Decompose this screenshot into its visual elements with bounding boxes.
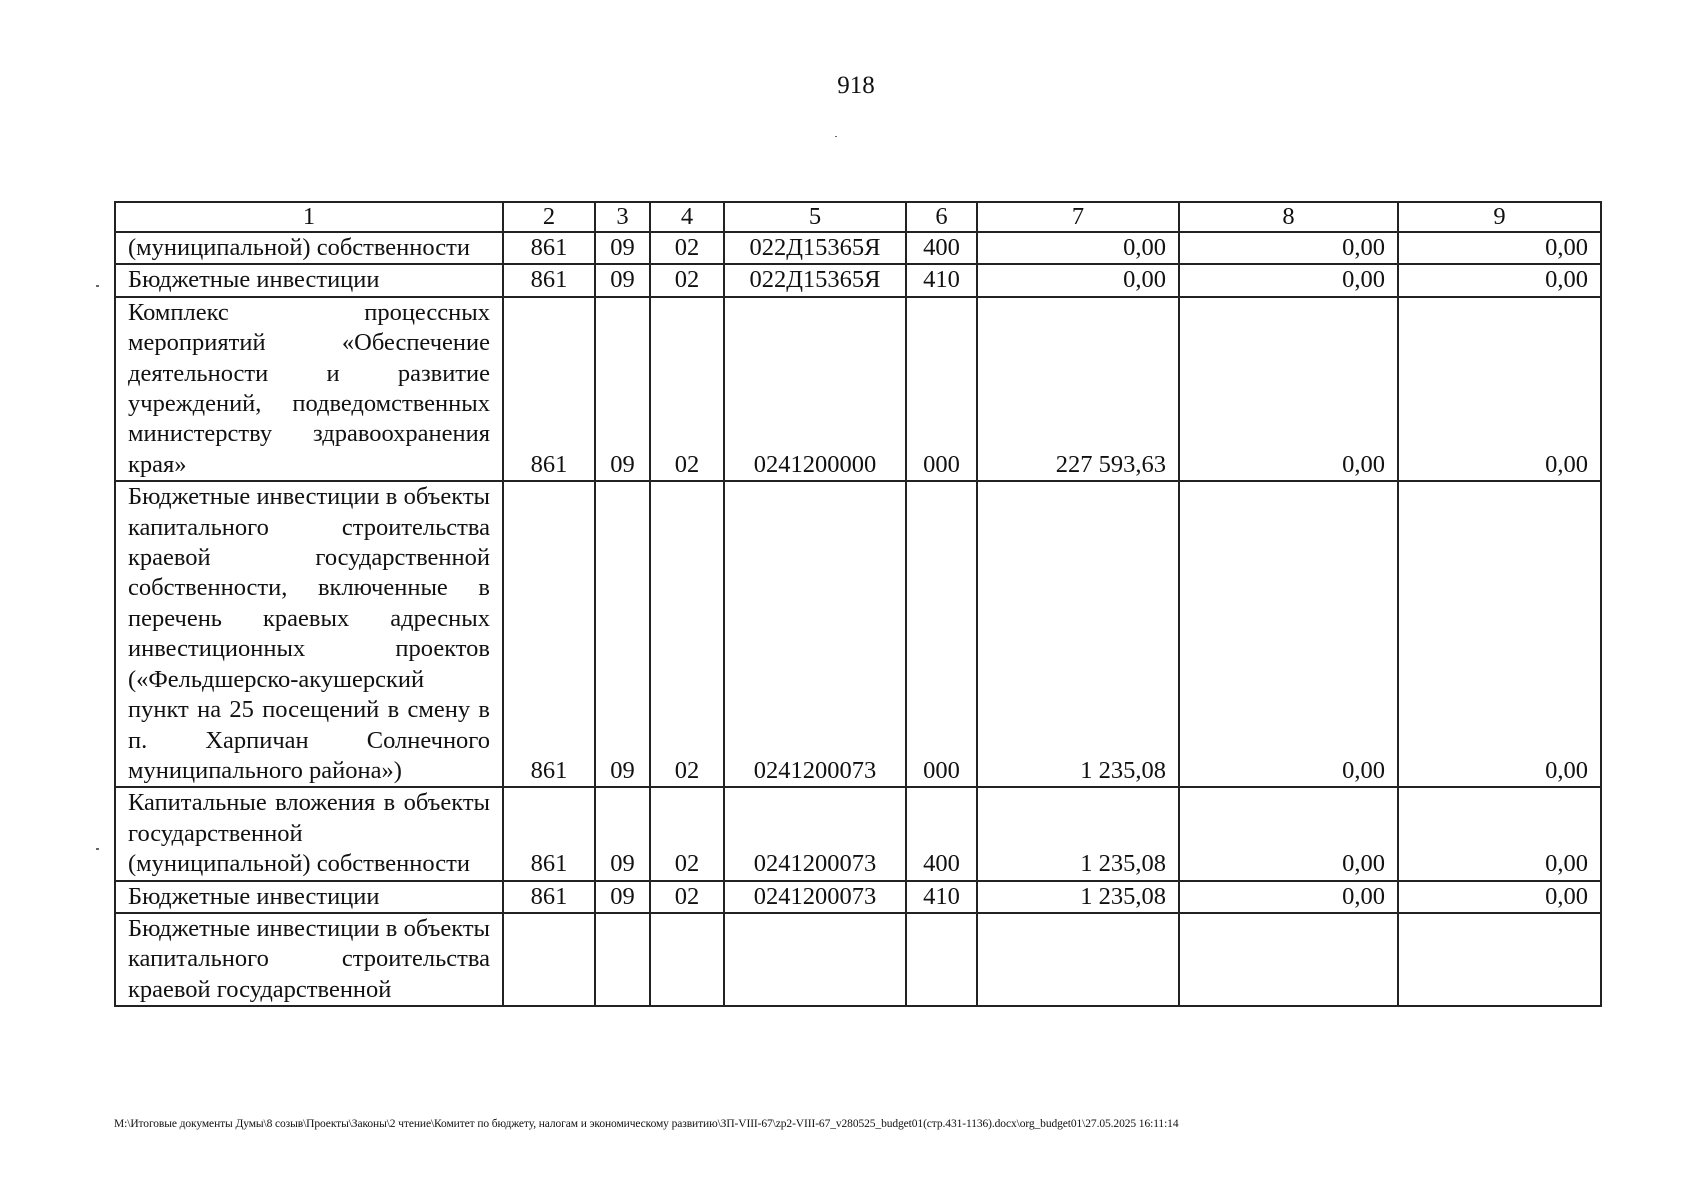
amount-col7-cell: 227 593,63: [977, 297, 1179, 481]
header-cell: 5: [724, 202, 906, 232]
row-name-cell: (муниципальной) собственности: [115, 232, 503, 264]
target-article-cell: 0241200000: [724, 297, 906, 481]
table-row: [115, 264, 1601, 296]
subsection-code-cell: 02: [650, 232, 724, 264]
amount-col9-cell: 0,00: [1398, 264, 1601, 296]
table-row: [115, 787, 1601, 880]
target-article-cell: 022Д15365Я: [724, 232, 906, 264]
section-code-cell: 09: [595, 297, 650, 481]
document-file-path: M:\Итоговые документы Думы\8 созыв\Проекты\Законы\2 чтение\Комитет по бюджету, налогам и экономическому развитию\ЗП-VIII-67\zp2-VIII-67_v280525_budget01(стр.431-1136).docx\org_budget01\27.05.2025 16:11:14: [114, 1118, 1179, 1130]
target-article-cell: [724, 913, 906, 1006]
expense-type-cell: [906, 913, 977, 1006]
subsection-code-cell: 02: [650, 881, 724, 913]
header-cell: 7: [977, 202, 1179, 232]
section-code-cell: 09: [595, 232, 650, 264]
header-cell: 9: [1398, 202, 1601, 232]
row-name-cell: Бюджетные инвестиции: [115, 264, 503, 296]
subsection-code-cell: 02: [650, 787, 724, 880]
expense-type-cell: 400: [906, 787, 977, 880]
amount-col9-cell: 0,00: [1398, 881, 1601, 913]
ministry-code-cell: 861: [503, 297, 595, 481]
budget-table: [114, 201, 1602, 1007]
expense-type-cell: 410: [906, 264, 977, 296]
expense-type-cell: 000: [906, 297, 977, 481]
expense-type-cell: 000: [906, 481, 977, 787]
section-code-cell: 09: [595, 264, 650, 296]
expense-type-cell: 400: [906, 232, 977, 264]
amount-col8-cell: 0,00: [1179, 232, 1398, 264]
amount-col7-cell: 0,00: [977, 264, 1179, 296]
target-article-cell: 0241200073: [724, 787, 906, 880]
amount-col9-cell: 0,00: [1398, 481, 1601, 787]
section-code-cell: 09: [595, 881, 650, 913]
header-cell: 1: [115, 202, 503, 232]
amount-col7-cell: 0,00: [977, 232, 1179, 264]
header-cell: 2: [503, 202, 595, 232]
expense-type-cell: 410: [906, 881, 977, 913]
amount-col7-cell: 1 235,08: [977, 787, 1179, 880]
amount-col9-cell: 0,00: [1398, 232, 1601, 264]
section-code-cell: [595, 913, 650, 1006]
row-name-cell: Капитальные вложения в объекты государственной (муниципальной) собственности: [115, 787, 503, 880]
amount-col7-cell: 1 235,08: [977, 881, 1179, 913]
ministry-code-cell: 861: [503, 264, 595, 296]
ministry-code-cell: [503, 913, 595, 1006]
ministry-code-cell: 861: [503, 481, 595, 787]
section-code-cell: 09: [595, 481, 650, 787]
scan-speck: [835, 136, 837, 137]
ministry-code-cell: 861: [503, 881, 595, 913]
subsection-code-cell: 02: [650, 264, 724, 296]
subsection-code-cell: 02: [650, 481, 724, 787]
header-row: [115, 202, 1601, 232]
amount-col9-cell: 0,00: [1398, 787, 1601, 880]
table-row: [115, 297, 1601, 481]
page-number: 918: [837, 72, 875, 99]
amount-col8-cell: 0,00: [1179, 264, 1398, 296]
subsection-code-cell: [650, 913, 724, 1006]
subsection-code-cell: 02: [650, 297, 724, 481]
row-name-cell: Бюджетные инвестиции в объекты капитального строительства краевой государственной собственности, включенные в перечень краевых адресных инвестиционных проектов («Фельдшерско-акушерский пункт на 25 посещений в смену в п. Харпичан Солнечного муниципального района»): [115, 481, 503, 787]
target-article-cell: 022Д15365Я: [724, 264, 906, 296]
target-article-cell: 0241200073: [724, 481, 906, 787]
row-name-cell: Комплекс процессных мероприятий «Обеспечение деятельности и развитие учреждений, подведомственных министерству здравоохранения края»: [115, 297, 503, 481]
amount-col8-cell: 0,00: [1179, 881, 1398, 913]
scan-speck: [96, 848, 99, 850]
row-name-cell: Бюджетные инвестиции: [115, 881, 503, 913]
header-cell: 3: [595, 202, 650, 232]
table-row: [115, 481, 1601, 787]
header-cell: 4: [650, 202, 724, 232]
amount-col8-cell: 0,00: [1179, 297, 1398, 481]
header-cell: 6: [906, 202, 977, 232]
table-row: [115, 881, 1601, 913]
row-name-cell: Бюджетные инвестиции в объекты капитального строительства краевой государственной: [115, 913, 503, 1006]
scan-speck: [96, 285, 99, 287]
table-row: [115, 232, 1601, 264]
header-cell: 8: [1179, 202, 1398, 232]
section-code-cell: 09: [595, 787, 650, 880]
amount-col8-cell: 0,00: [1179, 787, 1398, 880]
amount-col7-cell: [977, 913, 1179, 1006]
amount-col8-cell: 0,00: [1179, 481, 1398, 787]
amount-col9-cell: 0,00: [1398, 297, 1601, 481]
target-article-cell: 0241200073: [724, 881, 906, 913]
ministry-code-cell: 861: [503, 787, 595, 880]
ministry-code-cell: 861: [503, 232, 595, 264]
amount-col9-cell: [1398, 913, 1601, 1006]
table-row: [115, 913, 1601, 1006]
amount-col7-cell: 1 235,08: [977, 481, 1179, 787]
amount-col8-cell: [1179, 913, 1398, 1006]
